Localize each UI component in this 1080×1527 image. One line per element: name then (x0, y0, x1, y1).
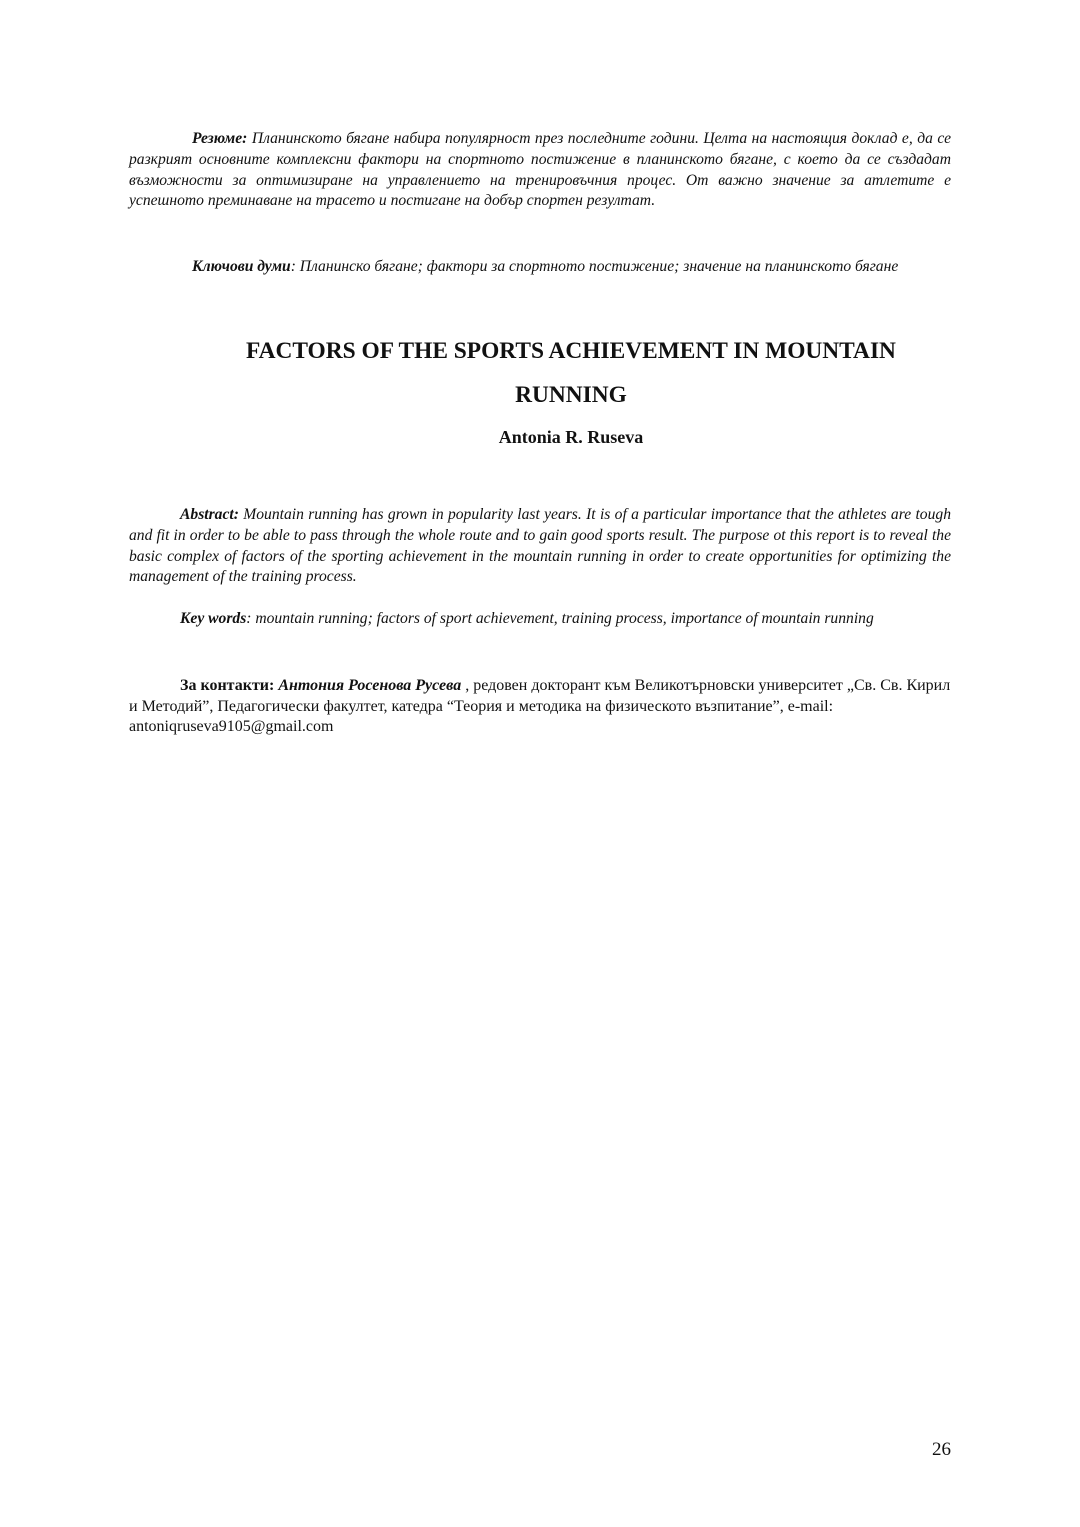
contacts-label: За контакти: (180, 677, 275, 694)
paper-title (129, 329, 1013, 417)
page-number: 26 (932, 1439, 951, 1460)
resume-label: Резюме: (192, 130, 248, 147)
paper-title-line-1: FACTORS OF THE SPORTS ACHIEVEMENT IN MOUNTAIN (246, 338, 896, 364)
resume-text: Планинското бягане набира популярност през последните години. Целта на настоящия доклад е, да се разкрият основните комплексни фактори на спортното постижение в планинското бягане, с което да се създадат възможности за оптимизиране на управлението на тренировъчния процес. От важно значение за атлетите е успешното преминаване на трасето и постигане на добър спортен резултат. (129, 130, 951, 210)
paper-author: Antonia R. Ruseva (498, 427, 644, 447)
paper-title-line-2: RUNNING (515, 382, 627, 408)
keywords-en-paragraph (129, 609, 929, 630)
contacts-paragraph (129, 676, 951, 738)
keywords-bg-paragraph (129, 257, 951, 278)
contacts-text: , редовен докторант към Великотърновски университет „Св. Св. Кирил и Методий”, Педагогически факултет, катедра “Теория и методика на физическото възпитание”, e-mail: antoniqruseva9105@gmail.com (129, 677, 951, 735)
keywords-en-label: Key words (180, 610, 247, 627)
abstract-paragraph (129, 505, 951, 588)
abstract-label: Abstract: (180, 506, 239, 523)
abstract-text: Mountain running has grown in popularity last years. It is of a particular importance that the athletes are tough and fit in order to be able to pass through the whole route and to gain good sports result. The purpose ot this report is to reveal the basic complex of factors of the sporting achievement in the mountain running in order to create opportunities for optimizing the management of the training process. (129, 506, 951, 586)
keywords-bg-label: Ключови думи (192, 258, 291, 275)
keywords-en-text: : mountain running; factors of sport achievement, training process, importance of mountain running (246, 610, 874, 627)
keywords-bg-text: : Планинско бягане; фактори за спортното постижение; значение на планинското бягане (290, 258, 899, 275)
resume-paragraph (129, 129, 951, 212)
contacts-name: Антония Росенова Русева (278, 677, 462, 694)
